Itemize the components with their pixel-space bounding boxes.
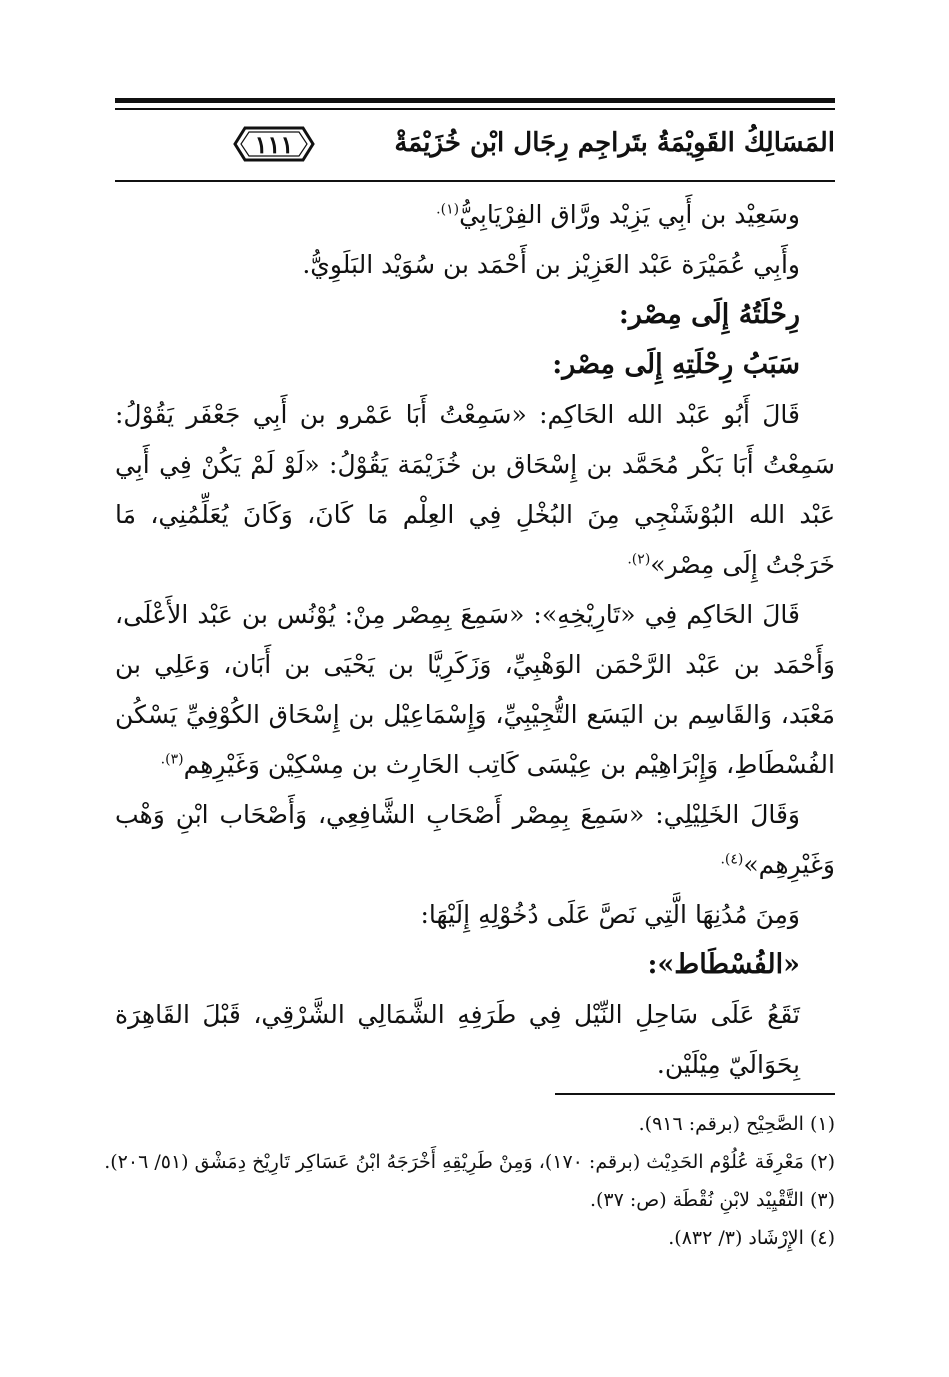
paragraph: وَقَالَ الخَلِيْلِي: «سَمِعَ بِمِصْر أَصْحَابِ الشَّافِعِي، وَأَصْحَاب ابْنِ وَهْب وَغَيْرِهِم»$^{(٤).}$: [115, 800, 835, 879]
paragraph: وَمِنَ مُدُنِهَا الَّتِي نَصَّ عَلَى دُخُوْلِهِ إِلَيْهَا:: [420, 900, 800, 929]
section-heading: «الفُسْطَاط»:: [647, 949, 800, 980]
footnote-separator: [555, 1093, 835, 1095]
footnote: (٤) الإِرْشَاد (٣/ ٨٣٢).: [668, 1227, 835, 1249]
page-header: [115, 98, 835, 188]
page-number-ornament: [233, 124, 315, 164]
footnote: (٣) التَّقْيِيْد لابْنِ نُقْطَة (ص: ٣٧).: [589, 1189, 835, 1211]
footnotes: [104, 1105, 835, 1257]
section-heading: سَبَبُ رِحْلَتِهِ إِلَى مِصْر:: [552, 349, 800, 380]
header-rule-bottom: [115, 180, 835, 182]
footnote: (١) الصَّحِيْح (برقم: ٩١٦).: [638, 1113, 835, 1135]
section-heading: رِحْلَتُهُ إِلَى مِصْر:: [618, 299, 800, 330]
header-rule-thin: [115, 108, 835, 110]
paragraph: تَقَعُ عَلَى سَاحِلِ النِّيْل فِي طَرَفِهِ الشَّمَالِي الشَّرْقِي، قَبْلَ القَاهِرَة بِحَوَالَيّ مِيْلَيْن.: [115, 1000, 800, 1079]
running-title: المَسَالِكُ القَوِيْمَةُ بتَراجِم رِجَال ابْن خُزَيْمَةْ: [394, 128, 835, 158]
header-rule-thick: [115, 98, 835, 103]
paragraph: قَالَ أَبُو عَبْد الله الحَاكِم: «سَمِعْتُ أَبَا عَمْرو بن أَبِي جَعْفَر يَقُوْلُ: سَمِعْتُ أَبَا بَكْر مُحَمَّد بن إِسْحَاق بن خُزَيْمَة يَقُوْلُ: «لَوْ لَمْ يَكُنْ فِي أَبِي عَبْد الله البُوْشَنْجِي مِنَ البُخْلِ فِي العِلْم مَا كَانَ، وَكَانَ يُعَلِّمُنِي، مَا خَرَجْتُ إِلَى مِصْر»$^{(٢).}$: [115, 400, 835, 579]
text-line: وسَعِيْد بن أَبِي يَزِيْد ورَّاق الفِرْيَابِيُّ$^{(١).}$: [436, 200, 800, 229]
main-text: [115, 190, 835, 1090]
page-number: ١١١: [254, 129, 294, 159]
paragraph: قَالَ الحَاكِم فِي «تَارِيْخِهِ»: «سَمِعَ بِمِصْر مِنْ: يُوْنُس بن عَبْد الأَعْلَى، وَأَحْمَد بن عَبْد الرَّحْمَن الوَهْبِيِّ، وَزَكَرِيَّا بن يَحْيَى بن أَبَان، وَعَلِي بن مَعْبَد، وَالقَاسِم بن اليَسَع التُّجِيْبِيِّ، وَإِسْمَاعِيْل بن إِسْحَاق الكُوْفِيِّ يَسْكُن الفُسْطَاطِ، وَإِبْرَاهِيْم بن عِيْسَى كَاتِب الحَارِث بن مِسْكِيْن وَغَيْرِهِم$^{(٣).}$: [115, 600, 835, 779]
text-line: وأَبِي عُمَيْرَة عَبْد العَزِيْز بن أَحْمَد بن سُوَيْد البَلَوِيُّ.: [302, 250, 800, 279]
footnote: (٢) مَعْرِفَة عُلُوْم الحَدِيْث (برقم: ١٧٠)، وَمِنْ طَرِيْقِهِ أَخْرَجَهُ ابْنُ عَسَاكِر تَارِيْخ دِمَشْق (٥١/ ٢٠٦).: [104, 1151, 835, 1173]
